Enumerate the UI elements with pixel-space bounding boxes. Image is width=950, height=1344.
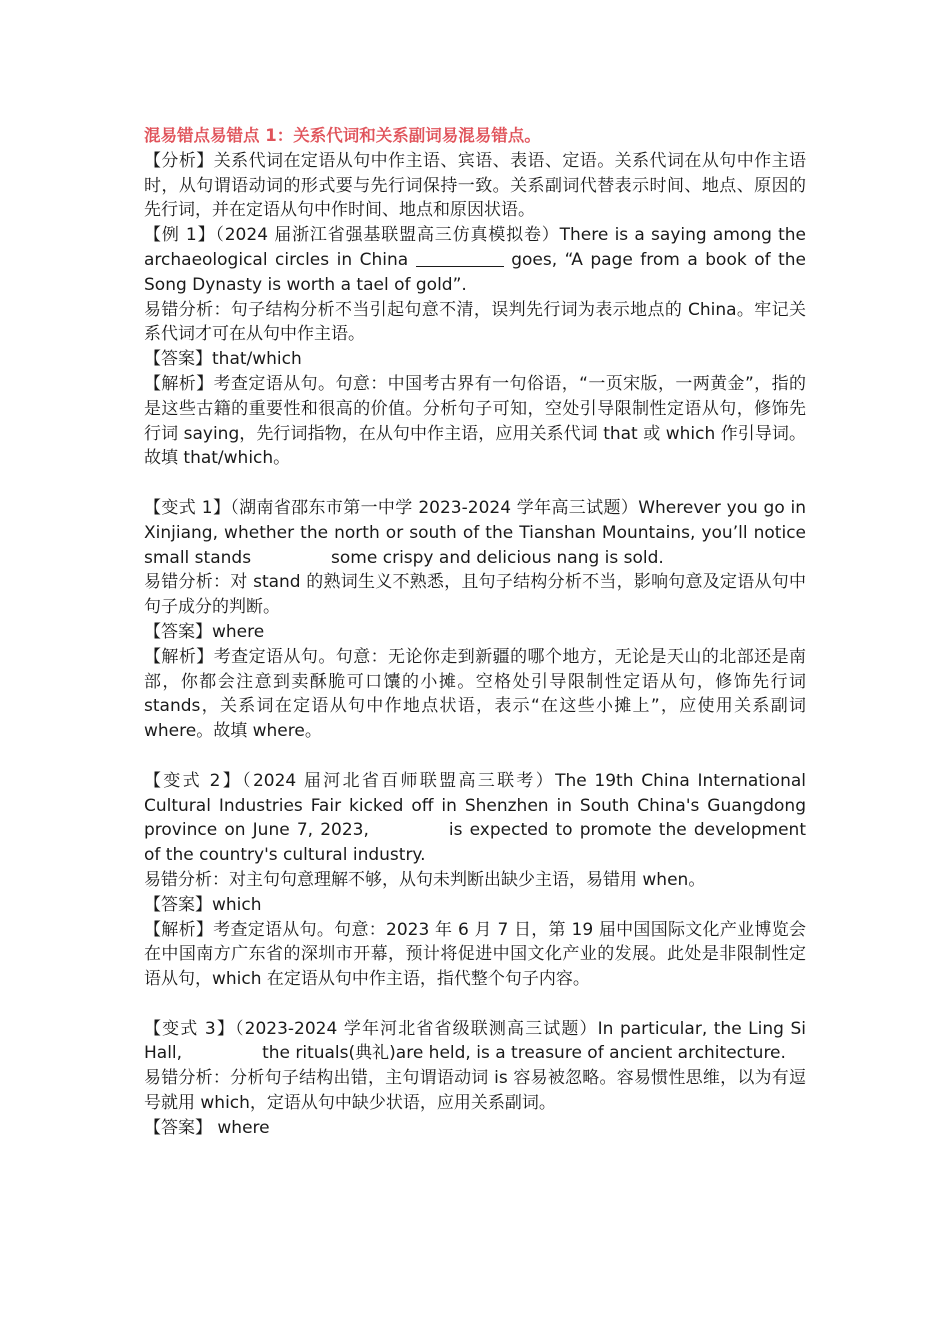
section-title: 混易错点易错点 1：关系代词和关系副词易混易错点。 xyxy=(144,126,541,145)
variant2-error-analysis: 易错分析：对主句句意理解不够，从句未判断出缺少主语，易错用 when。 xyxy=(144,869,706,890)
spacer xyxy=(144,744,806,769)
variant2-question-after: is expected to promote the development of the country's cultural industry. xyxy=(144,820,806,866)
variant2-question-before: 【变式 2】（2024 届河北省百师联盟高三联考）The 19th China International Cultural Industries Fair kicked off in Shenzhen in South China's Guangdong province on June 7, 2023, xyxy=(144,770,806,841)
variant3-error-analysis: 易错分析：分析句子结构出错，主句谓语动词 is 容易被忽略。容易惯性思维，以为有逗号就用 which，定语从句中缺少状语，应用关系副词。 xyxy=(144,1068,806,1114)
spacer xyxy=(144,992,806,1017)
variant1-question-after: some crispy and delicious nang is sold. xyxy=(331,547,664,568)
variant3-answer: 【答案】 where xyxy=(144,1117,270,1138)
variant1-explanation: 【解析】考查定语从句。句意：无论你走到新疆的哪个地方，无论是天山的北部还是南部，你都会注意到卖酥脆可口馕的小摊。空格处引导限制性定语从句，修饰先行词 stands，关系词在定语从句中作地点状语，表示“在这些小摊上”，应使用关系副词 where。故填 where。 xyxy=(144,646,806,742)
variant2-explanation: 【解析】考查定语从句。句意：2023 年 6 月 7 日，第 19 届中国国际文化产业博览会在中国南方广东省的深圳市开幕，预计将促进中国文化产业的发展。此处是非限制性定语从句，which 在定语从句中作主语，指代整个句子内容。 xyxy=(144,919,806,990)
variant3-question-before: 【变式 3】（2023-2024 学年河北省省级联测高三试题）In particular, the Ling Si Hall, xyxy=(144,1018,806,1064)
variant1-error-analysis: 易错分析：对 stand 的熟词生义不熟悉，且句子结构分析不当，影响句意及定语从句中句子成分的判断。 xyxy=(144,572,806,618)
variant3-question-after: the rituals(典礼)are held, is a treasure of ancient architecture. xyxy=(262,1043,786,1064)
example1-question xyxy=(144,223,806,297)
example1-question-before: 【例 1】（2024 届浙江省强基联盟高三仿真模拟卷）There is a saying among the archaeological circles in China xyxy=(144,225,806,270)
variant1-question xyxy=(144,496,806,570)
variant3-question xyxy=(144,1017,806,1067)
example1-explanation: 【解析】考查定语从句。句意：中国考古界有一句俗语，“一页宋版，一两黄金”，指的是这些古籍的重要性和很高的价值。分析句子可知，空处引导限制性定语从句，修饰先行词 saying，先行词指物，在从句中作主语，应用关系代词 that 或 which 作引导词。故填 that/which。 xyxy=(144,373,806,469)
variant2-answer: 【答案】which xyxy=(144,894,262,915)
intro-analysis: 【分析】关系代词在定语从句中作主语、宾语、表语、定语。关系代词在从句中作主语时，从句谓语动词的形式要与先行词保持一致。关系副词代替表示时间、地点、原因的先行词，并在定语从句中作时间、地点和原因状语。 xyxy=(144,150,806,221)
example1-question-after: goes, “A page from a book of the Song Dynasty is worth a tael of gold”. xyxy=(144,249,806,295)
variant2-question xyxy=(144,769,806,868)
answer-blank xyxy=(416,250,504,267)
example1-answer: 【答案】that/which xyxy=(144,349,302,370)
variant1-answer: 【答案】where xyxy=(144,621,265,642)
variant1-question-before: 【变式 1】（湖南省邵东市第一中学 2023-2024 学年高三试题）Wherever you go in Xinjiang, whether the north or south of the Tianshan Mountains, you’ll notice small stands xyxy=(144,497,806,568)
spacer xyxy=(144,471,806,496)
example1-error-analysis: 易错分析：句子结构分析不当引起句意不清，误判先行词为表示地点的 China。牢记关系代词才可在从句中作主语。 xyxy=(144,299,806,345)
document-content xyxy=(144,124,806,1141)
